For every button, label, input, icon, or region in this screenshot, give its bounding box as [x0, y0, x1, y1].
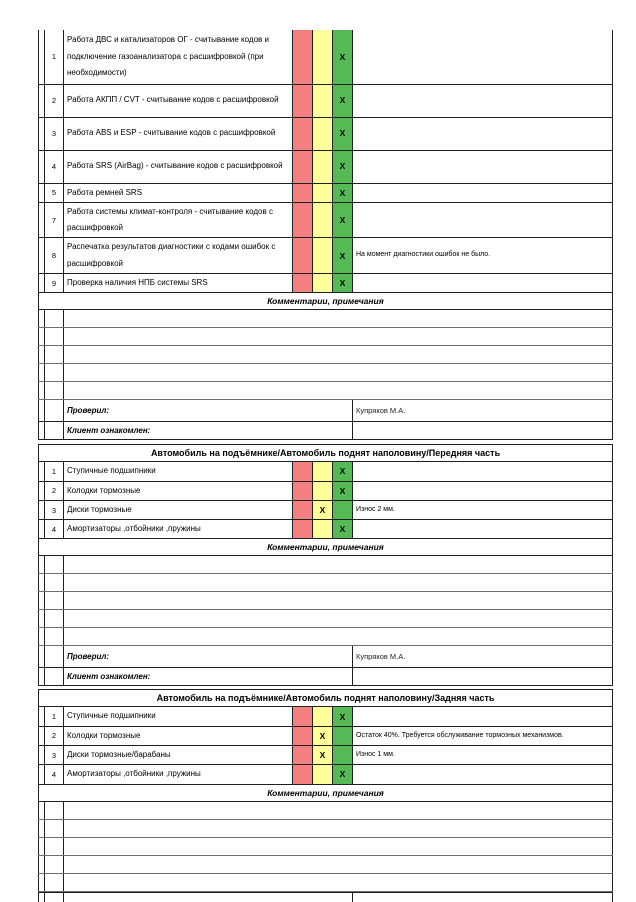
checked-by-label: Проверил: [64, 646, 353, 668]
comment-row [39, 592, 613, 610]
front-axle-table [38, 444, 613, 686]
status-cell-red [293, 238, 313, 274]
row-note: На момент диагностики ошибок не было. [353, 238, 613, 274]
row-number: 3 [45, 117, 64, 150]
row-number: 5 [45, 183, 64, 202]
row-label: Ступичные подшипники [64, 707, 293, 726]
checklist-row [39, 462, 613, 481]
checklist-row [39, 481, 613, 500]
checked-by-name: Купряков М.А. [353, 400, 613, 422]
row-label: Диски тормозные/барабаны [64, 746, 293, 765]
status-cell-yellow: X [313, 726, 333, 745]
checked-by-name: Купряков М.А. [353, 646, 613, 668]
row-label: Диски тормозные [64, 500, 293, 519]
row-label: Распечатка результатов диагностики с кодами ошибок с расшифровкой [64, 238, 293, 274]
status-cell-red [293, 726, 313, 745]
row-label: Работа SRS (AirBag) - считывание кодов с расшифровкой [64, 150, 293, 183]
comment-row [39, 382, 613, 400]
client-ack-value [353, 422, 613, 440]
row-number [45, 646, 64, 668]
checklist-row [39, 150, 613, 183]
status-cell-green: X [333, 183, 353, 202]
row-number [45, 574, 64, 592]
checklist-row [39, 746, 613, 765]
checklist-row [39, 765, 613, 784]
comment-cell [64, 310, 613, 328]
comment-cell [64, 610, 613, 628]
status-cell-yellow [313, 481, 333, 500]
row-note [353, 273, 613, 292]
status-cell-yellow [313, 84, 333, 117]
client-ack-row [39, 422, 613, 440]
status-cell-green: X [333, 707, 353, 726]
comment-cell [64, 592, 613, 610]
row-note: Износ 1 мм. [353, 746, 613, 765]
status-cell-green: X [333, 84, 353, 117]
row-number [45, 364, 64, 382]
row-number: 4 [45, 765, 64, 784]
row-note [353, 765, 613, 784]
comment-row [39, 855, 613, 873]
row-label: Работа ABS и ESP - считывание кодов с расшифровкой [64, 117, 293, 150]
comment-cell [64, 556, 613, 574]
comment-row [39, 310, 613, 328]
status-cell-red [293, 117, 313, 150]
status-cell-red [293, 202, 313, 238]
status-cell-yellow [313, 117, 333, 150]
client-ack-label: Клиент ознакомлен: [64, 668, 353, 686]
row-note [353, 183, 613, 202]
status-cell-yellow [313, 150, 333, 183]
row-note [353, 84, 613, 117]
row-number: 1 [45, 30, 64, 84]
status-cell-yellow [313, 462, 333, 481]
row-number [45, 400, 64, 422]
comment-row [39, 610, 613, 628]
comments-header: Комментарии, примечания [39, 784, 613, 801]
rear-axle-table [38, 689, 613, 891]
status-cell-green: X [333, 273, 353, 292]
status-cell-yellow [313, 30, 333, 84]
comment-cell [64, 346, 613, 364]
row-label: Амортизаторы ,отбойники ,пружины [64, 520, 293, 539]
status-cell-red [293, 481, 313, 500]
row-number: 4 [45, 150, 64, 183]
comments-header-row [39, 539, 613, 556]
row-number: 3 [45, 746, 64, 765]
row-note [353, 202, 613, 238]
row-number: 4 [45, 520, 64, 539]
row-number [45, 668, 64, 686]
comment-cell [64, 837, 613, 855]
row-number [45, 310, 64, 328]
status-cell-yellow: X [313, 746, 333, 765]
row-note [353, 462, 613, 481]
row-label: Работа ремней SRS [64, 183, 293, 202]
row-number: 2 [45, 84, 64, 117]
row-number: 1 [45, 462, 64, 481]
status-cell-green: X [333, 150, 353, 183]
comment-cell [64, 873, 613, 891]
row-number [45, 422, 64, 440]
row-number [45, 346, 64, 364]
status-cell-yellow [313, 202, 333, 238]
checklist-row [39, 30, 613, 84]
row-number [45, 592, 64, 610]
section-header-row [39, 445, 613, 462]
comment-row [39, 819, 613, 837]
row-note: Износ 2 мм. [353, 500, 613, 519]
row-number [45, 819, 64, 837]
comment-cell [64, 855, 613, 873]
status-cell-green: X [333, 481, 353, 500]
status-cell-green [333, 726, 353, 745]
status-cell-red [293, 30, 313, 84]
status-cell-red [293, 84, 313, 117]
comment-row [39, 873, 613, 891]
comment-row [39, 346, 613, 364]
section-header-row [39, 690, 613, 707]
checklist-row [39, 202, 613, 238]
status-cell-green: X [333, 30, 353, 84]
row-note [353, 30, 613, 84]
comment-row [39, 628, 613, 646]
row-number [45, 801, 64, 819]
comment-cell [64, 364, 613, 382]
row-number [45, 328, 64, 346]
row-label: Колодки тормозные [64, 481, 293, 500]
status-cell-yellow [313, 765, 333, 784]
checklist-row [39, 117, 613, 150]
row-note [353, 481, 613, 500]
comments-header: Комментарии, примечания [39, 539, 613, 556]
row-label: Работа системы климат-контроля - считывание кодов с расшифровкой [64, 202, 293, 238]
comment-cell [64, 628, 613, 646]
status-cell-red [293, 183, 313, 202]
status-cell-green: X [333, 765, 353, 784]
row-number: 1 [45, 707, 64, 726]
status-cell-green: X [333, 117, 353, 150]
comments-header-row [39, 293, 613, 310]
checklist-row [39, 183, 613, 202]
checklist-row [39, 238, 613, 274]
row-label: Ступичные подшипники [64, 462, 293, 481]
diagnostics-table [38, 30, 613, 440]
checked-by-label [64, 892, 353, 902]
row-number: 3 [45, 500, 64, 519]
checked-by-name [353, 892, 613, 902]
comment-cell [64, 382, 613, 400]
checklist-row [39, 520, 613, 539]
status-cell-green: X [333, 462, 353, 481]
client-ack-row [39, 668, 613, 686]
comment-row [39, 801, 613, 819]
checked-by-label: Проверил: [64, 400, 353, 422]
comment-cell [64, 801, 613, 819]
comment-row [39, 574, 613, 592]
row-number: 2 [45, 481, 64, 500]
status-cell-green: X [333, 238, 353, 274]
checked-by-row [39, 400, 613, 422]
row-number [45, 628, 64, 646]
row-note: Остаток 40%. Требуется обслуживание тормозных механизмов. [353, 726, 613, 745]
status-cell-yellow [313, 238, 333, 274]
row-label: Амортизаторы ,отбойники ,пружины [64, 765, 293, 784]
status-cell-red [293, 520, 313, 539]
status-cell-yellow [313, 707, 333, 726]
row-number: 9 [45, 273, 64, 292]
row-number [45, 382, 64, 400]
checked-by-row [39, 892, 613, 902]
comment-cell [64, 574, 613, 592]
checklist-row [39, 84, 613, 117]
comment-row [39, 328, 613, 346]
comments-header-row [39, 784, 613, 801]
status-cell-red [293, 462, 313, 481]
comment-cell [64, 328, 613, 346]
row-note [353, 707, 613, 726]
row-label: Работа ДВС и катализаторов ОГ - считывание кодов и подключение газоанализатора с расшифровкой (при необходимости) [64, 30, 293, 84]
row-number [45, 855, 64, 873]
checklist-row [39, 273, 613, 292]
client-ack-label: Клиент ознакомлен: [64, 422, 353, 440]
section-title: Автомобиль на подъёмнике/Автомобиль поднят наполовину/Передняя часть [39, 445, 613, 462]
row-label: Колодки тормозные [64, 726, 293, 745]
row-number [45, 556, 64, 574]
section-title: Автомобиль на подъёмнике/Автомобиль поднят наполовину/Задняя часть [39, 690, 613, 707]
status-cell-yellow [313, 183, 333, 202]
status-cell-green [333, 746, 353, 765]
status-cell-yellow [313, 273, 333, 292]
report-sheet [38, 30, 612, 902]
comment-row [39, 364, 613, 382]
row-number: 7 [45, 202, 64, 238]
row-number: 2 [45, 726, 64, 745]
signoff-partial-row [38, 892, 613, 902]
status-cell-green: X [333, 202, 353, 238]
status-cell-red [293, 707, 313, 726]
comment-cell [64, 819, 613, 837]
status-cell-yellow [313, 520, 333, 539]
row-number [45, 610, 64, 628]
row-number: 8 [45, 238, 64, 274]
row-note [353, 520, 613, 539]
comments-header: Комментарии, примечания [39, 293, 613, 310]
status-cell-red [293, 273, 313, 292]
client-ack-value [353, 668, 613, 686]
row-number [45, 873, 64, 891]
checklist-row [39, 707, 613, 726]
status-cell-yellow: X [313, 500, 333, 519]
status-cell-red [293, 765, 313, 784]
checklist-row [39, 500, 613, 519]
status-cell-green: X [333, 520, 353, 539]
row-note [353, 150, 613, 183]
row-number [45, 892, 64, 902]
row-number [45, 837, 64, 855]
status-cell-red [293, 746, 313, 765]
checklist-row [39, 726, 613, 745]
row-label: Проверка наличия НПБ системы SRS [64, 273, 293, 292]
comment-row [39, 837, 613, 855]
checked-by-row [39, 646, 613, 668]
status-cell-red [293, 150, 313, 183]
row-note [353, 117, 613, 150]
status-cell-green [333, 500, 353, 519]
status-cell-red [293, 500, 313, 519]
comment-row [39, 556, 613, 574]
row-label: Работа АКПП / CVT - считывание кодов с расшифровкой [64, 84, 293, 117]
